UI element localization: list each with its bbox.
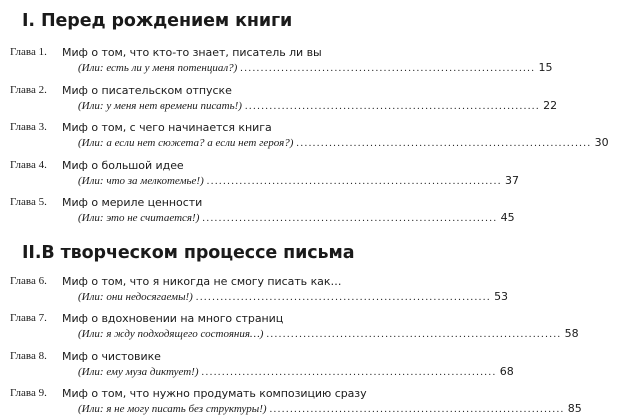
- dot-leader: ........................................................................: [201, 366, 497, 378]
- page-number: 85: [567, 402, 582, 415]
- toc-entry-chapter-5[interactable]: [0, 195, 515, 226]
- chapter-label: Глава 3.: [10, 121, 47, 133]
- page-number: 22: [543, 98, 558, 112]
- chapter-label: Глава 4.: [10, 158, 47, 171]
- chapter-title: Миф о писательском отпуске: [62, 83, 232, 97]
- toc-entry-chapter-6[interactable]: [0, 274, 509, 305]
- page-number: 45: [500, 211, 515, 224]
- chapter-title: Миф о чистовике: [62, 349, 161, 363]
- chapter-subtitle: (Или: у меня нет времени писать!): [78, 99, 242, 112]
- chapter-label: Глава 6.: [10, 274, 47, 287]
- toc-entry-chapter-3[interactable]: [0, 120, 609, 151]
- page-number: 37: [504, 173, 519, 187]
- page-number: 58: [564, 327, 579, 340]
- chapter-label: Глава 9.: [10, 387, 47, 399]
- chapter-subtitle: (Или: что за мелкотемье!): [78, 174, 204, 187]
- chapter-title: Миф о том, что я никогда не смогу писать как…: [62, 274, 342, 288]
- dot-leader: ........................................................................: [195, 291, 492, 303]
- chapter-subtitle: (Или: они недосягаемы!): [78, 290, 193, 303]
- page-number: 30: [594, 136, 609, 149]
- chapter-title: Миф о том, что кто-то знает, писатель ли вы: [62, 46, 322, 59]
- chapter-title: Миф о вдохновении на много страниц: [62, 312, 284, 325]
- chapter-subtitle: (Или: я жду подходящего состояния…): [78, 328, 264, 340]
- part-heading-2: II.В творческом процессе письма: [22, 242, 355, 263]
- chapter-label: Глава 1.: [10, 46, 47, 58]
- chapter-title: Миф о большой идее: [62, 158, 184, 172]
- chapter-subtitle: (Или: а если нет сюжета? а если нет героя?): [78, 137, 294, 149]
- chapter-label: Глава 8.: [10, 349, 47, 362]
- dot-leader: ........................................................................: [240, 63, 536, 74]
- chapter-title: Миф о том, что нужно продумать композицию сразу: [62, 387, 367, 400]
- toc-entry-chapter-7[interactable]: [0, 311, 579, 342]
- chapter-title: Миф о том, с чего начинается книга: [62, 121, 272, 134]
- chapter-label: Глава 7.: [10, 312, 47, 324]
- dot-leader: ........................................................................: [296, 138, 592, 149]
- part-heading-1: I. Перед рождением книги: [22, 11, 293, 31]
- toc-entry-chapter-9[interactable]: [0, 386, 582, 417]
- chapter-subtitle: (Или: ему муза диктует!): [78, 365, 199, 378]
- dot-leader: ........................................................................: [206, 175, 502, 187]
- dot-leader: ........................................................................: [202, 213, 498, 224]
- dot-leader: ........................................................................: [266, 329, 562, 340]
- chapter-label: Глава 2.: [10, 83, 47, 96]
- chapter-title: Миф о мериле ценности: [62, 196, 203, 209]
- toc-entry-chapter-8[interactable]: [0, 349, 514, 380]
- toc-entry-chapter-4[interactable]: [0, 158, 519, 189]
- page-number: 53: [494, 289, 509, 303]
- toc-entry-chapter-2[interactable]: [0, 83, 558, 114]
- chapter-subtitle: (Или: это не считается!): [78, 212, 200, 224]
- chapter-label: Глава 5.: [10, 196, 47, 208]
- toc-entry-chapter-1[interactable]: [0, 45, 553, 76]
- chapter-subtitle: (Или: я не могу писать без структуры!): [78, 403, 267, 415]
- page-number: 15: [538, 61, 553, 74]
- page-number: 68: [499, 364, 514, 378]
- dot-leader: ........................................................................: [269, 404, 565, 415]
- dot-leader: ........................................................................: [244, 100, 541, 112]
- chapter-subtitle: (Или: есть ли у меня потенциал?): [78, 62, 238, 74]
